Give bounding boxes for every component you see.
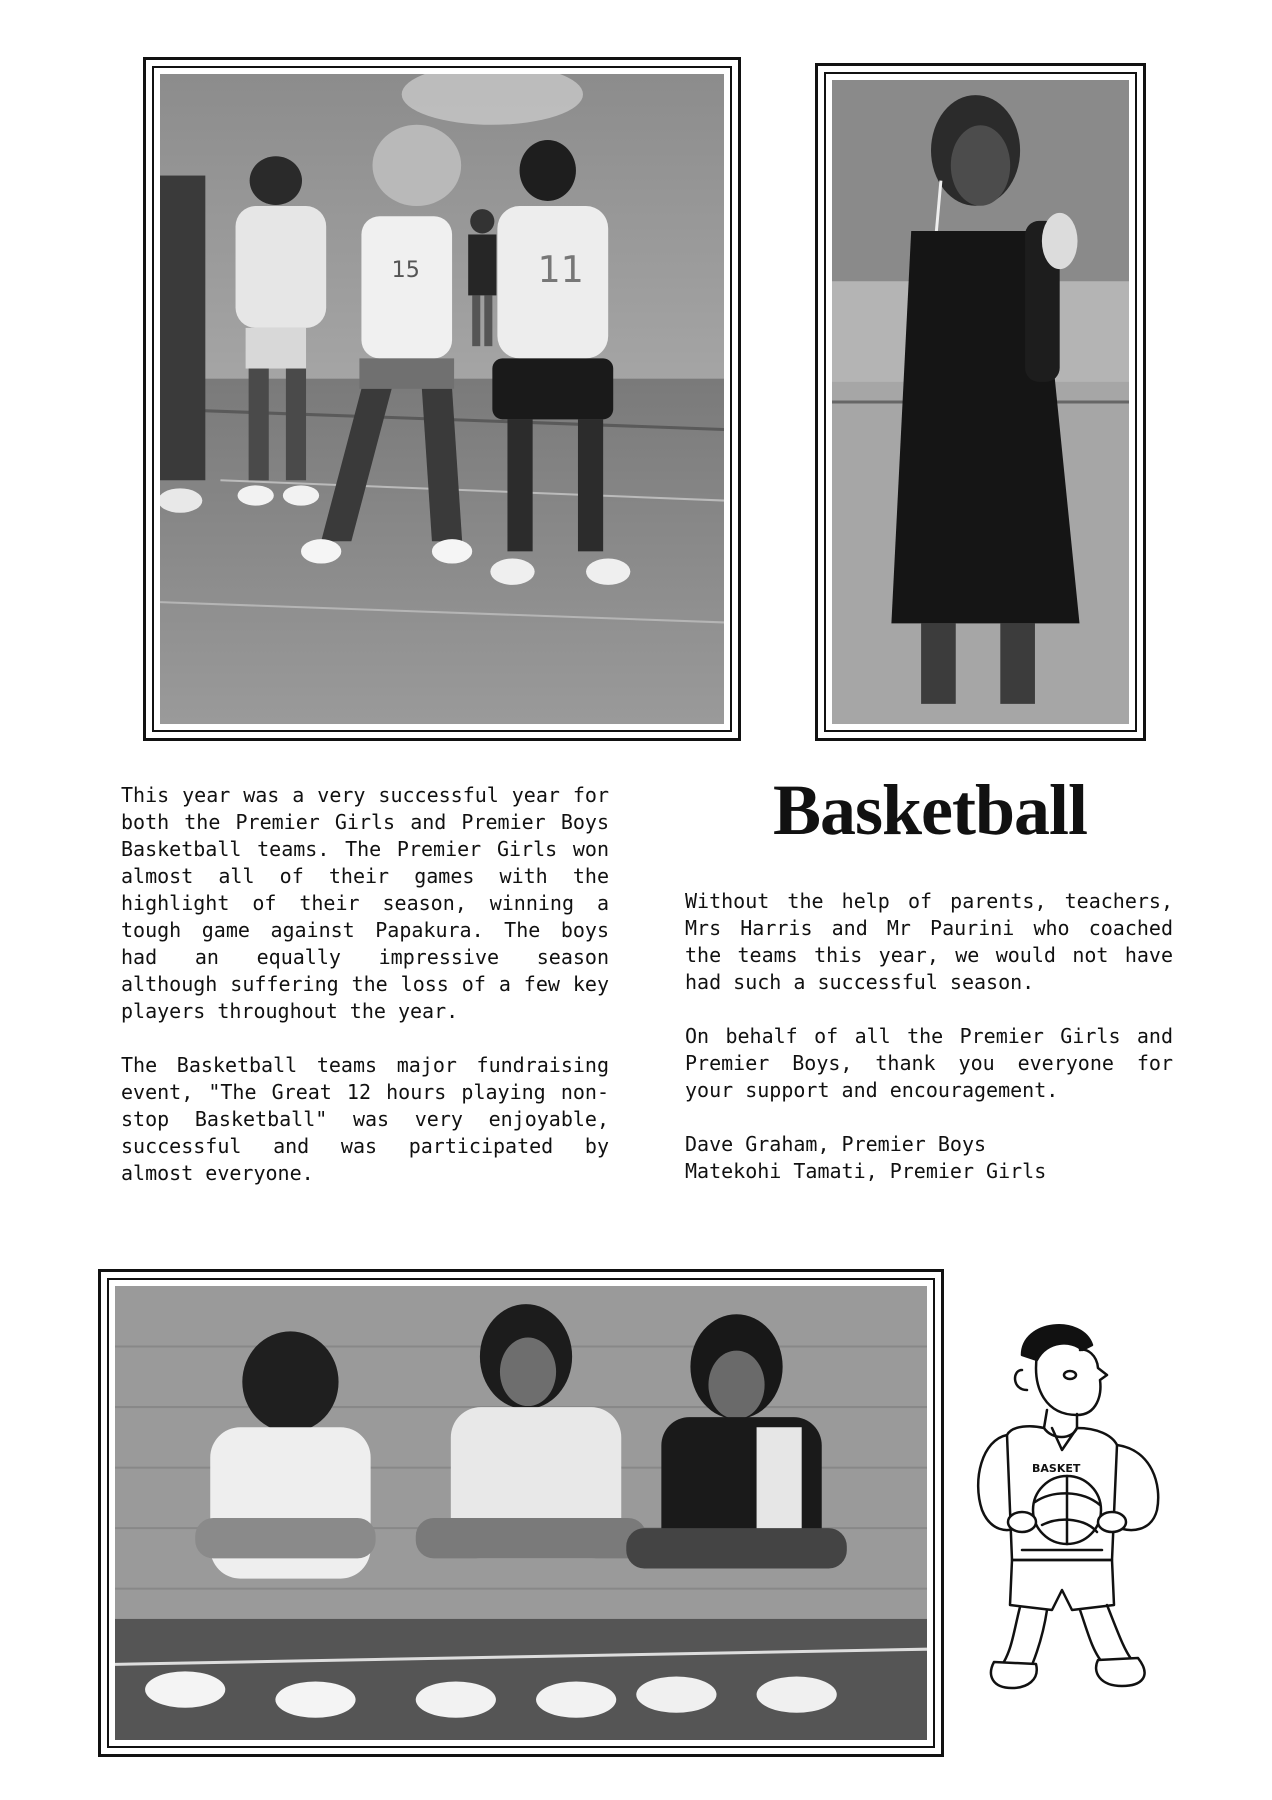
basketball-game-photo [160, 74, 724, 724]
svg-text:11: 11 [537, 248, 584, 292]
game-photo-inner-border [152, 66, 732, 732]
team-photo-frame [98, 1269, 944, 1757]
referee-whistle-photo [832, 80, 1129, 724]
referee-photo-inner-border [824, 72, 1137, 732]
right-paragraph-1: Without the help of parents, teachers, Mrs Harris and Mr Paurini who coached the teams this year, we would not have had such a successful season. [685, 889, 1173, 994]
signatures [685, 1131, 1173, 1185]
game-photo-frame [143, 57, 741, 741]
svg-text:15: 15 [391, 257, 420, 284]
referee-photo-frame [815, 63, 1146, 741]
signature-boys: Dave Graham, Premier Boys [685, 1132, 987, 1156]
right-article-column [685, 888, 1173, 1185]
left-paragraph-1: This year was a very successful year for both the Premier Girls and Premier Boys Basketball teams. The Premier Girls won almost all of their games with the highlight of their season, winning a tough game against Papakura. The boys had an equally impressive season although suffering the loss of a few key players throughout the year. [121, 783, 609, 1023]
page-title: Basketball [772, 770, 1088, 850]
left-article-column [121, 782, 609, 1214]
players-sitting-photo [115, 1286, 927, 1740]
jersey-text: BASKET [1032, 1462, 1081, 1475]
team-photo-inner-border [107, 1278, 935, 1748]
signature-girls: Matekohi Tamati, Premier Girls [685, 1159, 1047, 1183]
right-paragraph-2: On behalf of all the Premier Girls and Premier Boys, thank you everyone for your support and encouragement. [685, 1024, 1173, 1102]
basketball-player-cartoon [952, 1310, 1166, 1700]
left-paragraph-2: The Basketball teams major fundraising event, "The Great 12 hours playing non-stop Basketball" was very enjoyable, successful and was participated by almost everyone. [121, 1053, 609, 1185]
